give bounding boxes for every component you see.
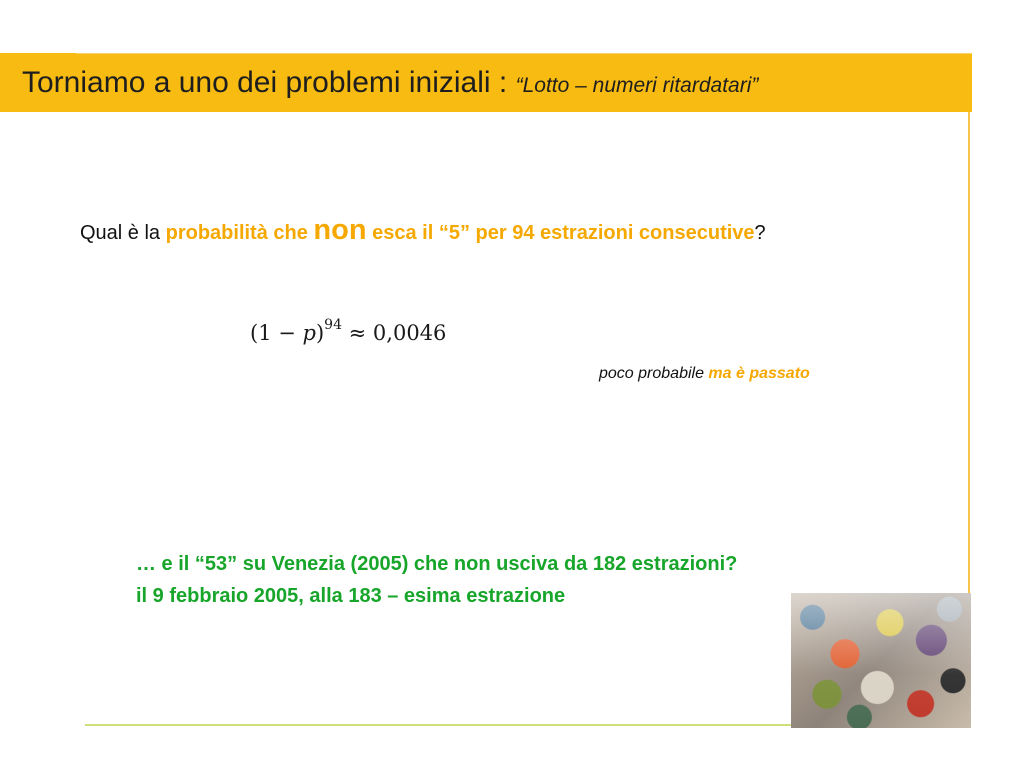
title-subtitle: “Lotto – numeri ritardatari” (515, 74, 759, 97)
slide-title (22, 66, 758, 100)
probability-note (599, 365, 810, 383)
title-main: Torniamo a uno dei problemi iniziali : (22, 66, 516, 99)
bottom-divider (85, 724, 791, 726)
formula-result: ≈ 0,0046 (341, 321, 447, 345)
dice-image (791, 593, 971, 728)
right-divider (968, 112, 970, 594)
venezia-line-2: il 9 febbraio 2005, alla 183 – esima estrazione (136, 585, 566, 607)
formula-close: ) (315, 321, 325, 345)
probability-formula (250, 317, 447, 345)
question-suffix: ? (754, 222, 766, 244)
formula-open: (1 − (250, 321, 303, 345)
formula-variable: p (302, 321, 316, 345)
venezia-line-1: … e il “53” su Venezia (2005) che non usciva da 182 estrazioni? (136, 553, 738, 575)
question-prefix: Qual è la (80, 222, 166, 244)
note-highlight: ma è passato (708, 365, 810, 382)
title-bar (0, 53, 972, 112)
question-highlight-2: esca il “5” per 94 estrazioni consecutive (366, 222, 755, 244)
note-text: poco probabile (599, 365, 709, 382)
formula-exponent: 94 (324, 317, 342, 333)
question-highlight-non: non (313, 214, 367, 246)
venezia-example (136, 548, 737, 612)
question-text (80, 214, 766, 247)
question-highlight-1: probabilità che (165, 222, 314, 244)
